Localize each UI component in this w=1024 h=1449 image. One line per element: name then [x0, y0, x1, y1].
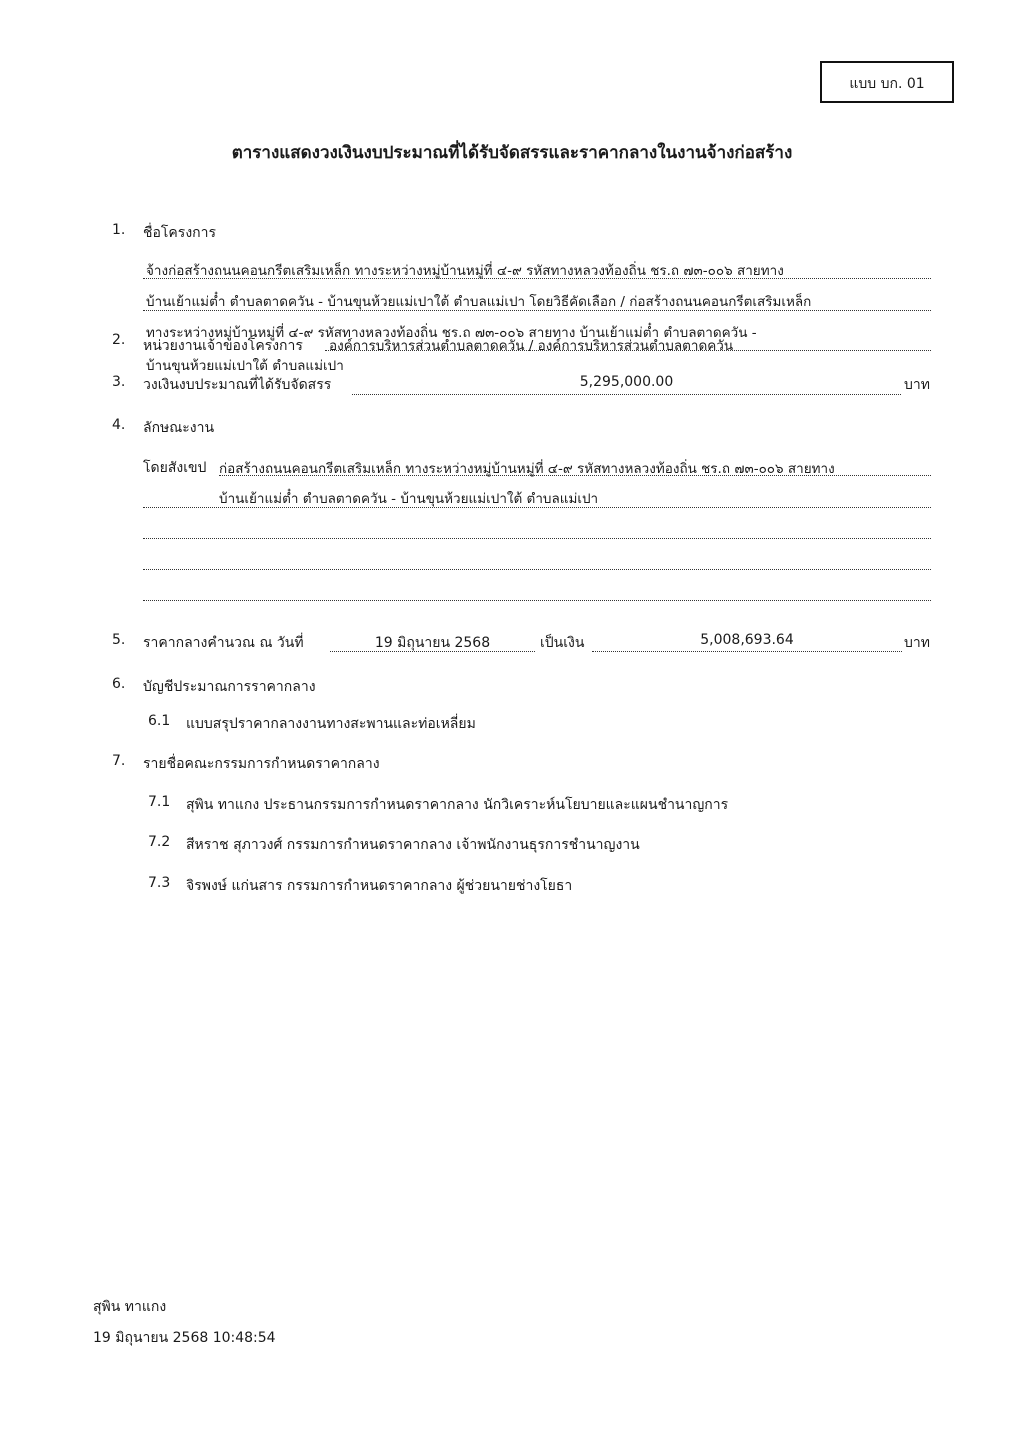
project-owner-value: องค์การบริหารส่วนตำบลตาดควัน / องค์การบริหารส่วนตำบลตาดควัน [329, 338, 734, 354]
s2-num: 2. [112, 332, 126, 348]
form-code: แบบ บก. 01 [849, 76, 925, 92]
footer-name: สุพิน ทาแกง [93, 1299, 167, 1315]
dotted-line [325, 350, 931, 351]
project-name-line-2: บ้านเย้าแม่ต๋ำ ตำบลตาดควัน - บ้านขุนห้วยแม่เปาใต้ ตำบลแม่เปา โดยวิธีคัดเลือก / ก่อสร้างถนนคอนกรีตเสริมเหล็ก [146, 294, 812, 310]
form-code-box [820, 61, 954, 103]
s4-label: ลักษณะงาน [143, 420, 215, 436]
reference-price-amount: 5,008,693.64 [700, 632, 794, 648]
s6-item-num: 6.1 [148, 713, 171, 729]
committee-item: สีหราช สุภาวงศ์ กรรมการกำหนดราคากลาง เจ้าพนักงานธุรการชำนาญงาน [186, 837, 640, 853]
dotted-line [592, 651, 902, 652]
s5-label-2: เป็นเงิน [540, 635, 585, 651]
committee-item: จิรพงษ์ แก่นสาร กรรมการกำหนดราคากลาง ผู้ช่วยนายช่างโยธา [186, 878, 573, 894]
s1-label: ชื่อโครงการ [143, 225, 217, 241]
s1-num: 1. [112, 222, 126, 238]
dotted-line [143, 310, 931, 311]
s7-label: รายชื่อคณะกรรมการกำหนดราคากลาง [143, 756, 380, 772]
project-name-line-1: จ้างก่อสร้างถนนคอนกรีตเสริมเหล็ก ทางระหว่างหมู่บ้านหมู่ที่ ๔-๙ รหัสทางหลวงท้องถิ่น ชร.ถ ๗๓-๐๐๖ สายทาง [146, 263, 784, 279]
project-name-line-3: ทางระหว่างหมู่บ้านหมู่ที่ ๔-๙ รหัสทางหลวงท้องถิ่น ชร.ถ ๗๓-๐๐๖ สายทาง บ้านเย้าแม่ต๋ำ ตำบลตาดควัน - [146, 325, 757, 341]
s7-num: 7. [112, 753, 126, 769]
committee-item-num: 7.2 [148, 834, 171, 850]
s4-sublabel: โดยสังเขป [143, 460, 207, 476]
dotted-line [143, 538, 931, 539]
s3-num: 3. [112, 374, 126, 390]
work-description-line-2: บ้านเย้าแม่ต๋ำ ตำบลตาดควัน - บ้านขุนห้วยแม่เปาใต้ ตำบลแม่เปา [219, 491, 599, 507]
dotted-line [330, 651, 535, 652]
dotted-line [143, 278, 931, 279]
s5-num: 5. [112, 632, 126, 648]
s3-label: วงเงินงบประมาณที่ได้รับจัดสรร [143, 377, 332, 393]
committee-item-num: 7.1 [148, 794, 171, 810]
reference-price-unit: บาท [904, 635, 930, 651]
footer-timestamp: 19 มิถุนายน 2568 10:48:54 [93, 1330, 276, 1346]
s5-label: ราคากลางคำนวณ ณ วันที่ [143, 635, 304, 651]
s4-num: 4. [112, 417, 126, 433]
s6-label: บัญชีประมาณการราคากลาง [143, 679, 316, 695]
dotted-line [352, 394, 901, 395]
document-title: ตารางแสดงวงเงินงบประมาณที่ได้รับจัดสรรและราคากลางในงานจ้างก่อสร้าง [231, 143, 793, 163]
budget-unit: บาท [904, 377, 930, 393]
budget-value: 5,295,000.00 [579, 374, 674, 390]
s2-label: หน่วยงานเจ้าของโครงการ [143, 338, 303, 354]
project-name-line-4: บ้านขุนห้วยแม่เปาใต้ ตำบลแม่เปา [146, 358, 344, 374]
dotted-line [143, 507, 931, 508]
committee-item: สุพิน ทาแกง ประธานกรรมการกำหนดราคากลาง นักวิเคราะห์นโยบายและแผนชำนาญการ [186, 797, 729, 813]
committee-item-num: 7.3 [148, 875, 171, 891]
reference-price-date: 19 มิถุนายน 2568 [374, 635, 491, 651]
dotted-line [143, 600, 931, 601]
s6-item: แบบสรุปราคากลางงานทางสะพานและท่อเหลี่ยม [186, 716, 476, 732]
dotted-line [219, 475, 931, 476]
s6-num: 6. [112, 676, 126, 692]
dotted-line [143, 569, 931, 570]
work-description-line-1: ก่อสร้างถนนคอนกรีตเสริมเหล็ก ทางระหว่างหมู่บ้านหมู่ที่ ๔-๙ รหัสทางหลวงท้องถิ่น ชร.ถ ๗๓-๐๐๖ สายทาง [219, 461, 835, 477]
